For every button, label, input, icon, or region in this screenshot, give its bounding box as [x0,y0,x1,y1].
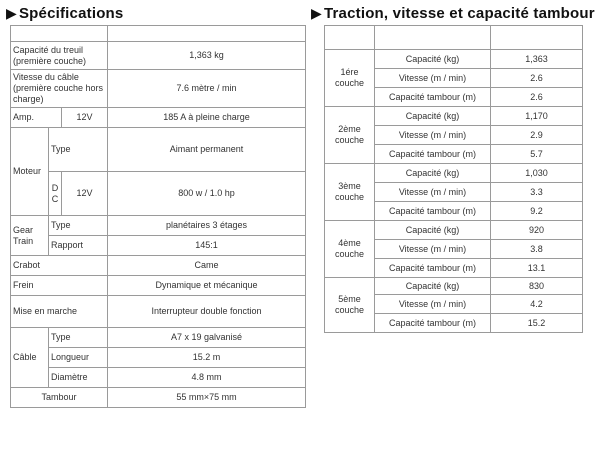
cable-diameter-label: Diamètre [49,368,108,388]
gear-ratio-label: Rapport [49,236,108,256]
table-row [11,42,306,70]
layer-label: 2ème couche [325,107,375,164]
speed-label: Vitesse (m / min) [375,126,491,145]
speed-value: 2.6 [491,69,583,88]
power-switch-label: Mise en marche [11,296,108,328]
capacity-label: Capacité (kg) [375,278,491,295]
capacity-label: Capacité (kg) [375,107,491,126]
capacity-value: 920 [491,221,583,240]
table-row [11,368,306,388]
cable-length-label: Longueur [49,348,108,368]
table-row [11,216,306,236]
layer-label: 3ème couche [325,164,375,221]
crabot-value: Came [108,256,306,276]
amp-value: 185 A à pleine charge [108,108,306,128]
table-row [325,221,583,240]
layer-label: 1ére couche [325,50,375,107]
power-switch-value: Interrupteur double fonction [108,296,306,328]
capacity-value: 1,363 kg [108,42,306,70]
drum-capacity-value: 15.2 [491,314,583,333]
traction-heading [311,5,595,22]
table-row [11,296,306,328]
speed-value: 7.6 mètre / min [108,70,306,108]
capacity-value: 1,030 [491,164,583,183]
capacity-value: 1,170 [491,107,583,126]
table-row [11,108,306,128]
speed-value: 2.9 [491,126,583,145]
table-row [325,107,583,126]
layer-label: 4ème couche [325,221,375,278]
cable-type-label: Type [49,328,108,348]
gear-type-value: planétaires 3 étages [108,216,306,236]
drum-capacity-label: Capacité tambour (m) [375,314,491,333]
cable-length-value: 15.2 m [108,348,306,368]
capacity-value: 830 [491,278,583,295]
gear-ratio-value: 145:1 [108,236,306,256]
drum-capacity-label: Capacité tambour (m) [375,145,491,164]
amp-voltage: 12V [62,108,108,128]
speed-value: 3.8 [491,240,583,259]
triangle-right-icon: ▶ [6,5,17,21]
table-row [325,50,583,69]
capacity-value: 1,363 [491,50,583,69]
table-row [325,278,583,295]
motor-type-label: Type [49,128,108,172]
capacity-label: Capacité (kg) [375,164,491,183]
speed-label: Vitesse (m / min) [375,240,491,259]
drum-value: 55 mm×75 mm [108,388,306,408]
speed-value: 3.3 [491,183,583,202]
table-row [11,26,306,42]
speed-value: 4.2 [491,295,583,314]
motor-dc-voltage: 12V [62,172,108,216]
speed-label: Vitesse (m / min) [375,295,491,314]
cable-diameter-value: 4.8 mm [108,368,306,388]
table-row [11,70,306,108]
speed-label: Vitesse (m / min) [375,183,491,202]
specifications-table [10,25,306,408]
motor-label: Moteur [11,128,49,216]
table-row [325,26,583,50]
drum-capacity-value: 13.1 [491,259,583,278]
cable-type-value: A7 x 19 galvanisé [108,328,306,348]
speed-label: Vitesse du câble (première couche hors charge) [11,70,108,108]
triangle-right-icon: ▶ [311,5,322,21]
table-row [11,128,306,172]
specifications-heading [6,5,123,22]
traction-table [324,25,583,333]
amp-label: Amp. [11,108,62,128]
brake-value: Dynamique et mécanique [108,276,306,296]
drum-capacity-value: 5.7 [491,145,583,164]
table-row [11,348,306,368]
table-row [11,172,306,216]
capacity-label: Capacité (kg) [375,221,491,240]
motor-dc-value: 800 w / 1.0 hp [108,172,306,216]
drum-capacity-label: Capacité tambour (m) [375,259,491,278]
crabot-label: Crabot [11,256,108,276]
table-row [11,236,306,256]
traction-title: Traction, vitesse et capacité tambour [323,5,595,22]
specifications-title: Spécifications [18,5,124,22]
capacity-label: Capacité du treuil (première couche) [11,42,108,70]
speed-label: Vitesse (m / min) [375,69,491,88]
drum-capacity-label: Capacité tambour (m) [375,88,491,107]
table-row [325,164,583,183]
brake-label: Frein [11,276,108,296]
table-row [11,276,306,296]
capacity-label: Capacité (kg) [375,50,491,69]
table-row [11,256,306,276]
table-row [11,388,306,408]
drum-capacity-value: 2.6 [491,88,583,107]
drum-label: Tambour [11,388,108,408]
drum-capacity-value: 9.2 [491,202,583,221]
cable-label: Câble [11,328,49,388]
motor-dc-label: D C [49,172,62,216]
gear-train-label: Gear Train [11,216,49,256]
layer-label: 5ème couche [325,278,375,333]
gear-type-label: Type [49,216,108,236]
table-row [11,328,306,348]
drum-capacity-label: Capacité tambour (m) [375,202,491,221]
motor-type-value: Aimant permanent [108,128,306,172]
